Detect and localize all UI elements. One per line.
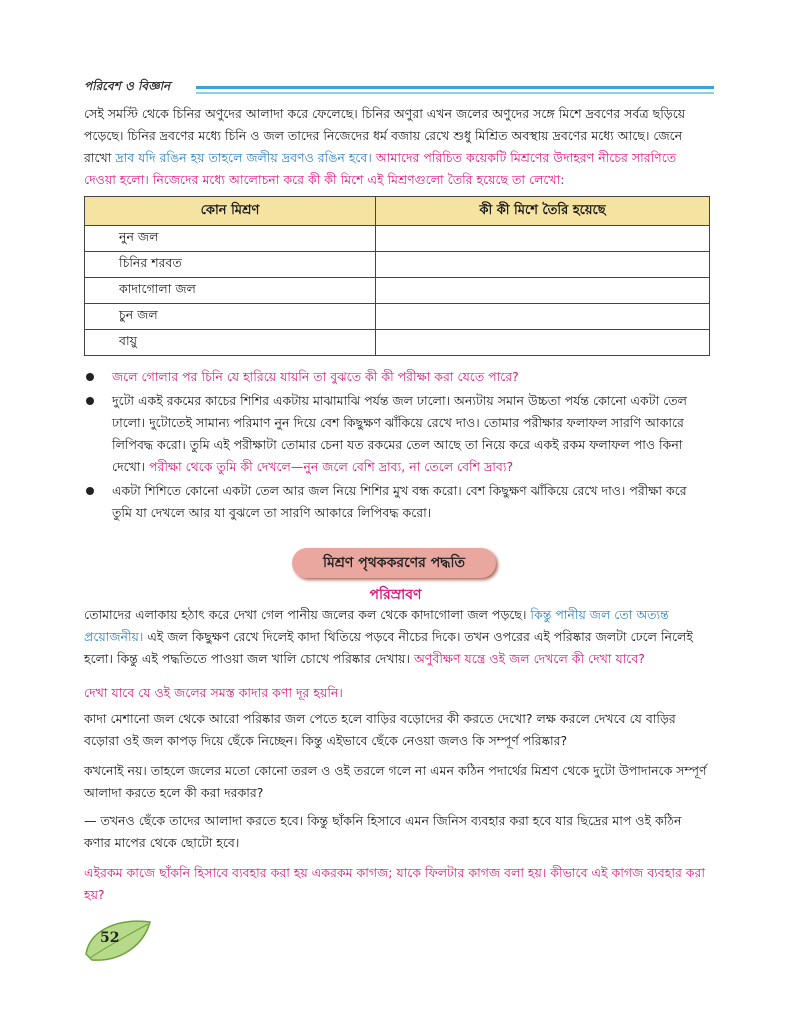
- header-rule: [196, 86, 714, 89]
- table-row: [85, 252, 710, 278]
- filtration-paragraph-6: এইরকম কাজে ছাঁকনি হিসাবে ব্যবহার করা হয় একরকম কাগজ; যাকে ফিলটার কাগজ বলা হয়। কীভাবে এই কাগজ ব্যবহার করা হয়?: [84, 865, 706, 902]
- table-cell-mixture: চুন জল: [85, 304, 376, 330]
- filtration-paragraph-5: — তখনও ছেঁকে তাদের আলাদা করতে হবে। কিন্তু ছাঁকনি হিসাবে এমন জিনিস ব্যবহার করা হবে যার ছিদ্রের মাপ ওই কঠিন কণার মাপের থেকে ছোটো হবে।: [84, 813, 682, 850]
- table-header-row: [85, 197, 710, 226]
- mixture-table: [84, 196, 710, 356]
- table-cell-mixture: কাদাগোলা জল: [85, 278, 376, 304]
- filtration-paragraph-1: [84, 604, 710, 670]
- table-header-mixture: কোন মিশ্রণ: [85, 197, 376, 226]
- bullet-question: পরীক্ষা থেকে তুমি কী দেখলে—নুন জলে বেশি দ্রাব্য, না তেলে বেশি দ্রাব্য?: [148, 459, 514, 474]
- filtration-text: এই জল কিছুক্ষণ রেখে দিলেই কাদা থিতিয়ে পড়বে নীচের দিকে। তখন ওপরের এই পরিষ্কার জলটা ঢেলে নিলেই হলো। কিন্তু এই পদ্ধতিতে পাওয়া জল খালি চোখে পরিষ্কার দেখায়।: [84, 629, 693, 666]
- filtration-highlight: কিন্তু পানীয় জল তো অত্যন্ত প্রয়োজনীয়।: [84, 607, 669, 644]
- table-row: [85, 226, 710, 252]
- bullet-icon: [86, 487, 94, 495]
- bullet-text: একটা শিশিতে কোনো একটা তেল আর জল নিয়ে শিশির মুখ বন্ধ করো। বেশ কিছুক্ষণ ঝাঁকিয়ে রেখে দাও। পরীক্ষা করে তুমি যা দেখলে আর যা বুঝলে তা সারণি আকারে লিপিবদ্ধ করো।: [112, 483, 687, 520]
- bullet-text: দুটো একই রকমের কাচের শিশির একটায় মাঝামাঝি পর্যন্ত জল ঢালো। অন্যটায় সমান উচ্চতা পর্যন্ত কোনো একটা তেল ঢালো। দুটোতেই সামান্য পরিমাণ নুন দিয়ে বেশ কিছুক্ষণ ঝাঁকিয়ে রেখে দাও। তোমার পরীক্ষার ফলাফল সারণি আকারে লিপিবদ্ধ করো। তুমি এই পরীক্ষাটা তোমার চেনা যত রকমের তেল আছে তা নিয়ে করে একই রকম ফলাফল পাও কিনা দেখো।: [112, 393, 687, 474]
- table-cell-blank: [376, 252, 710, 278]
- list-item: [84, 480, 710, 524]
- intro-highlight: দ্রাব যদি রঙিন হয় তাহলে জলীয় দ্রবণও রঙিন হবে।: [115, 150, 372, 165]
- list-item: [84, 390, 710, 478]
- table-cell-blank: [376, 304, 710, 330]
- table-header-components: কী কী মিশে তৈরি হয়েছে: [376, 197, 710, 226]
- table-row: [85, 304, 710, 330]
- table-cell-blank: [376, 226, 710, 252]
- page-number: 52: [100, 930, 120, 946]
- table-row: [85, 330, 710, 356]
- filtration-question: অণুবীক্ষণ যন্ত্রে ওই জল দেখলে কী দেখা যাবে?: [413, 651, 645, 666]
- activity-list: [84, 366, 710, 526]
- filtration-text: তোমাদের এলাকায় হঠাৎ করে দেখা গেল পানীয় জলের কল থেকে কাদাগোলা জল পড়ছে।: [84, 607, 531, 622]
- table-cell-mixture: নুন জল: [85, 226, 376, 252]
- table-cell-mixture: চিনির শরবত: [85, 252, 376, 278]
- filtration-paragraph-3: কাদা মেশানো জল থেকে আরো পরিষ্কার জল পেতে হলে বাড়ির বড়োদের কী করতে দেখো? লক্ষ করলে দেখবে যে বাড়ির বড়োরা ওই জল কাপড় দিয়ে ছেঁকে নিচ্ছেন। কিন্তু এইভাবে ছেঁকে নেওয়া জলও কি সম্পূর্ণ পরিষ্কার?: [84, 711, 676, 748]
- table-row: [85, 278, 710, 304]
- table-cell-blank: [376, 330, 710, 356]
- filtration-paragraph-4: কখনোই নয়। তাহলে জলের মতো কোনো তরল ও ওই তরলে গলে না এমন কঠিন পদার্থের মিশ্রণ থেকে দুটো উপাদানকে সম্পূর্ণ আলাদা করতে হলে কী করা দরকার?: [84, 763, 707, 800]
- intro-text: সেই সমস্টি থেকে চিনির অণুদের আলাদা করে ফেলেছে। চিনির অণুরা এখন জলের অণুদের সঙ্গে মিশে দ্রবণের সর্বত্র ছড়িয়ে পড়েছে। চিনির দ্রবণের মধ্যে চিনি ও জল তাদের নিজেদের ধর্ম বজায় রেখে শুধু মিশ্রিত অবস্থায় দ্রবণের মধ্যে আছে। জেনে রাখো: [84, 106, 686, 165]
- bullet-text: জলে গোলার পর চিনি যে হারিয়ে যায়নি তা বুঝতে কী কী পরীক্ষা করা যেতে পারে?: [112, 369, 519, 384]
- intro-paragraph: [84, 103, 710, 191]
- table-cell-mixture: বায়ু: [85, 330, 376, 356]
- intro-instruction: আমাদের পরিচিত কয়েকটি মিশ্রণের উদাহরণ নীচের সারণিতে দেওয়া হলো। নিজেদের মধ্যে আলোচনা করে কী কী মিশে এই মিশ্রণগুলো তৈরি হয়েছে তা লেখো:: [84, 150, 677, 187]
- table-cell-blank: [376, 278, 710, 304]
- list-item: [84, 366, 710, 388]
- bullet-icon: [86, 373, 94, 381]
- bullet-icon: [86, 397, 94, 405]
- filtration-answer: দেখা যাবে যে ওই জলের সমস্ত কাদার কণা দূর হয়নি।: [84, 685, 343, 700]
- section-subtitle: পরিস্রাবণ: [369, 587, 422, 603]
- book-title: পরিবেশ ও বিজ্ঞান: [84, 79, 171, 93]
- header-rule-thin: [196, 92, 714, 94]
- running-header: [84, 78, 714, 100]
- section-title: মিশ্রণ পৃথককরণের পদ্ধতি: [292, 548, 496, 578]
